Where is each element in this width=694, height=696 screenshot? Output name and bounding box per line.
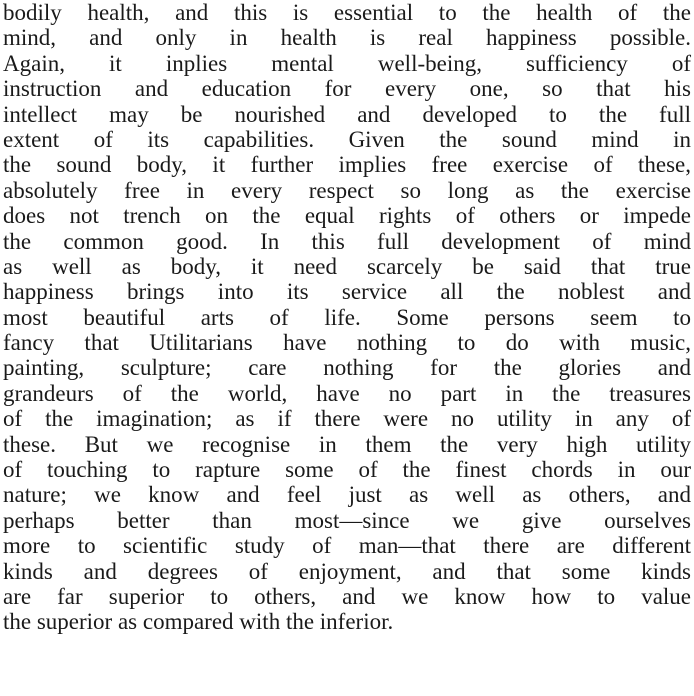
text-line-12: happiness brings into its service all the noblest and [3, 279, 691, 305]
text-line-24: are far superior to others, and we know how to value [3, 583, 691, 609]
text-line-15: painting, sculpture; care nothing for the glories and [3, 355, 691, 381]
text-line-25: the superior as compared with the inferior. [3, 609, 394, 635]
text-line-18: these. But we recognise in them the very high utility [3, 431, 691, 457]
body-text [3, 0, 691, 635]
text-line-11: as well as body, it need scarcely be said that true [3, 253, 691, 279]
text-line-10: the common good. In this full development of mind [3, 228, 691, 254]
document-page [3, 0, 691, 696]
text-line-21: perhaps better than most—since we give ourselves [3, 507, 691, 533]
text-line-9: does not trench on the equal rights of others or impede [3, 203, 691, 229]
text-line-17: of the imagination; as if there were no utility in any of [3, 406, 691, 432]
text-line-1: bodily health, and this is essential to the health of the [3, 0, 691, 25]
text-line-16: grandeurs of the world, have no part in the treasures [3, 380, 691, 406]
text-line-3: Again, it inplies mental well-being, sufficiency of [3, 50, 691, 76]
text-line-2: mind, and only in health is real happiness possible. [3, 25, 691, 51]
text-line-6: extent of its capabilities. Given the sound mind in [3, 126, 691, 152]
text-line-14: fancy that Utilitarians have nothing to do with music, [3, 330, 691, 356]
text-line-8: absolutely free in every respect so long as the exercise [3, 177, 691, 203]
text-line-20: nature; we know and feel just as well as others, and [3, 482, 691, 508]
text-line-19: of touching to rapture some of the finest chords in our [3, 457, 691, 483]
text-line-23: kinds and degrees of enjoyment, and that some kinds [3, 558, 691, 584]
text-line-7: the sound body, it further implies free exercise of these, [3, 152, 691, 178]
text-line-5: intellect may be nourished and developed to the full [3, 101, 691, 127]
text-line-22: more to scientific study of man—that there are different [3, 533, 691, 559]
text-line-4: instruction and education for every one, so that his [3, 76, 691, 102]
text-line-13: most beautiful arts of life. Some persons seem to [3, 304, 691, 330]
